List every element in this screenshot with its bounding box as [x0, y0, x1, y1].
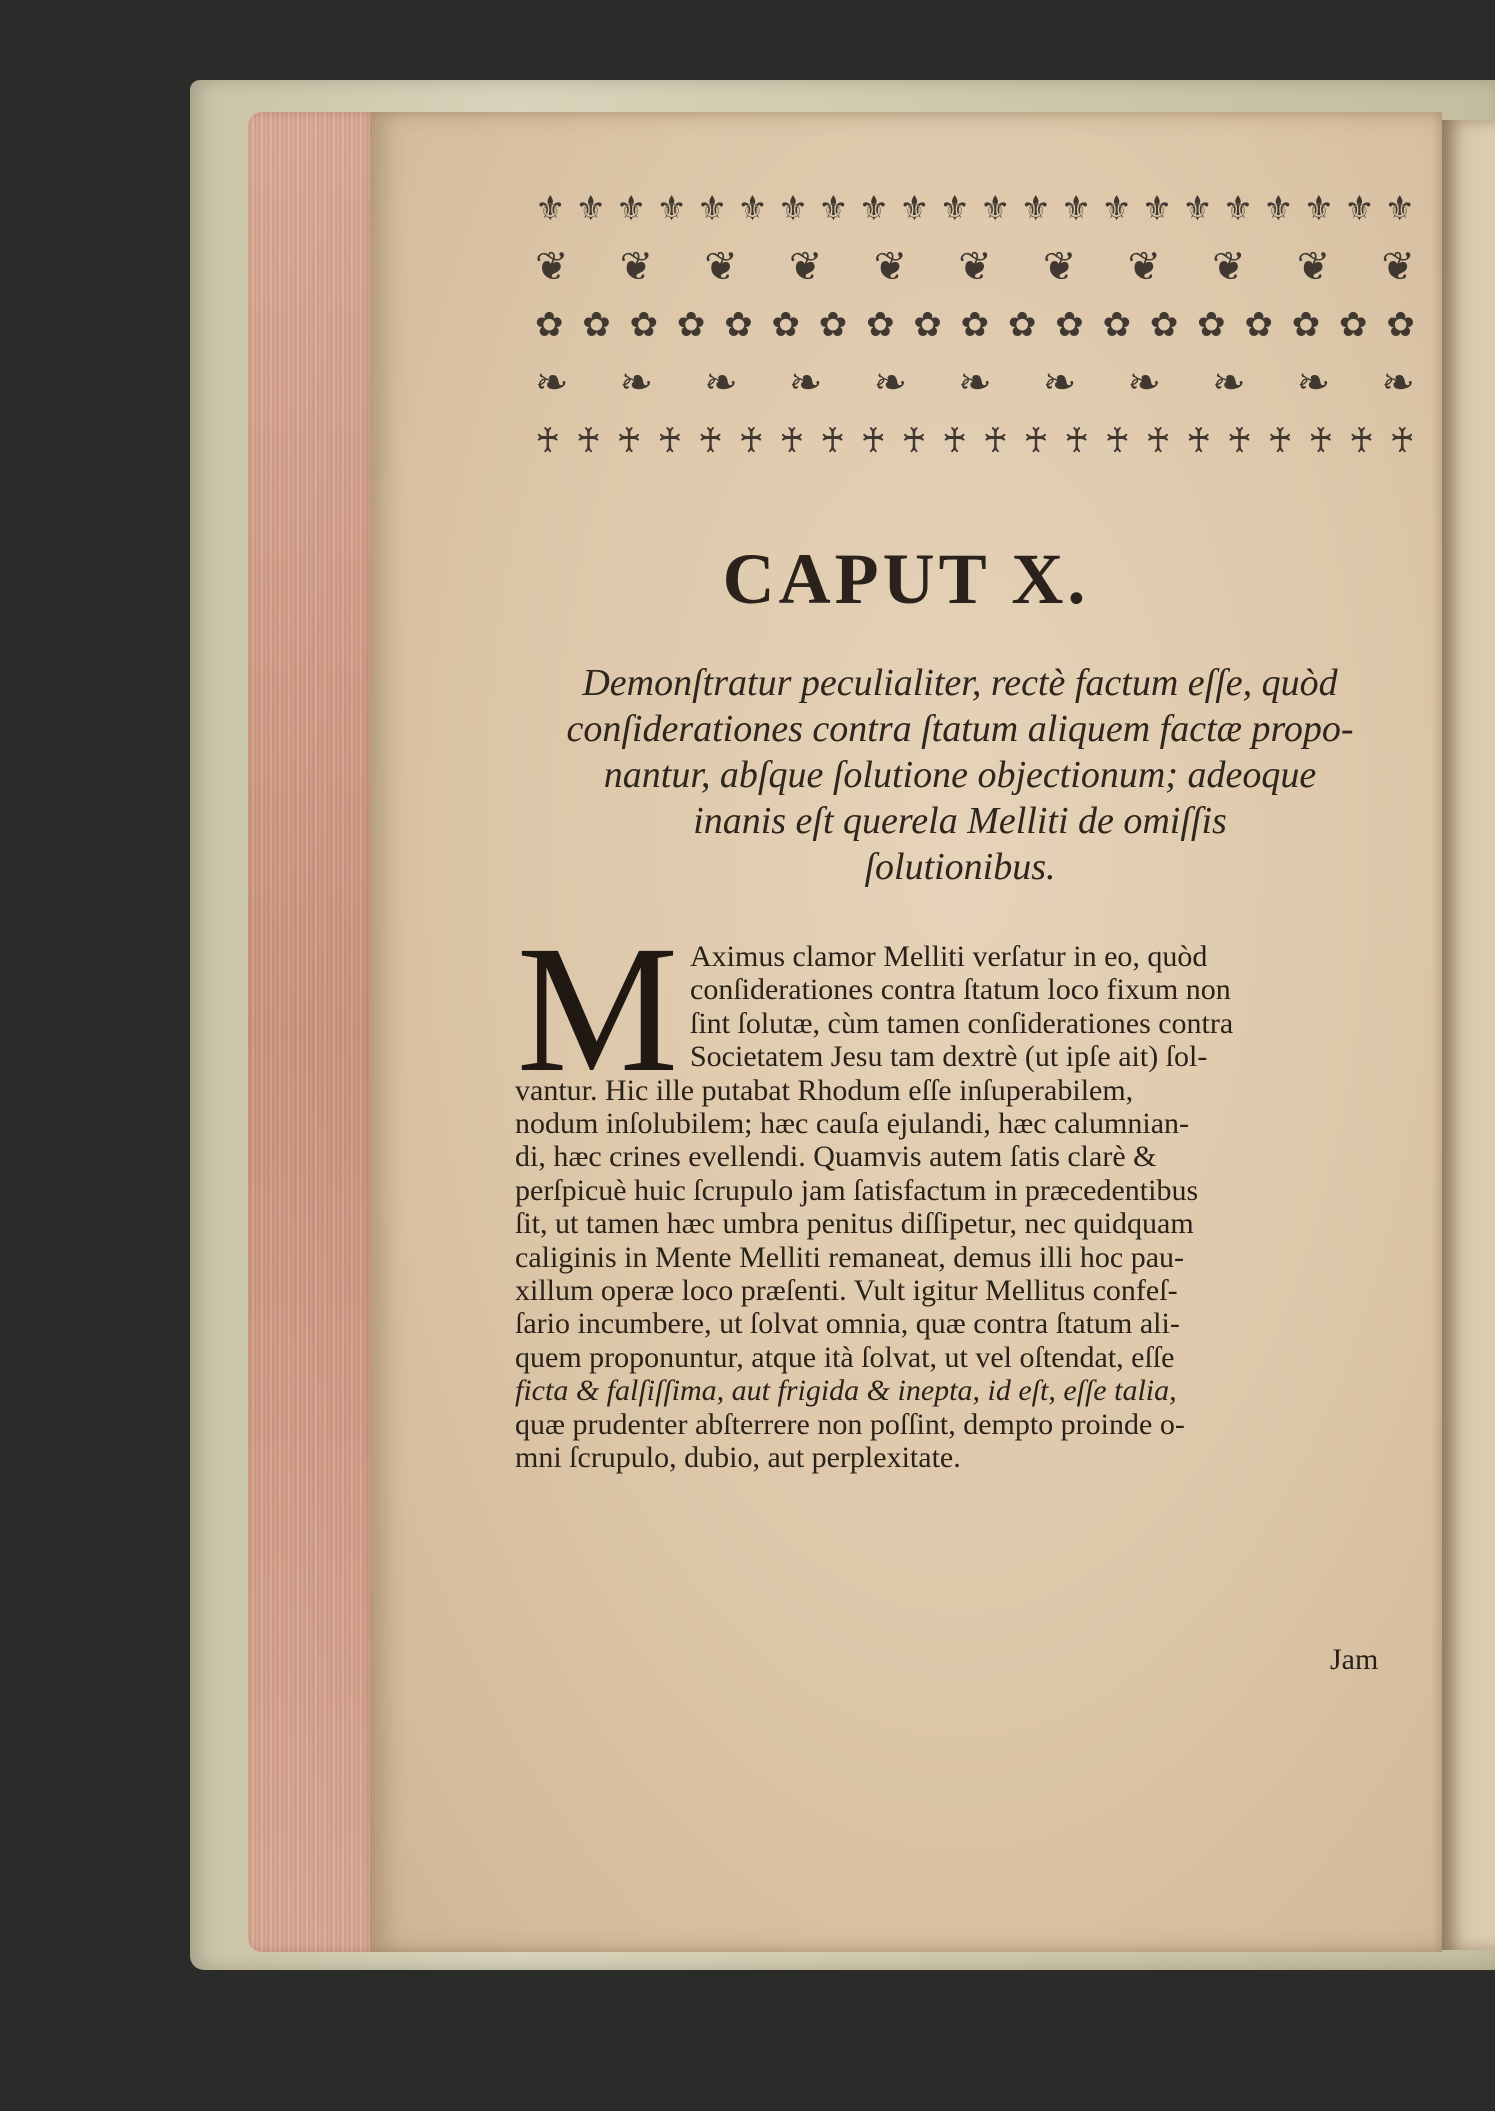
summary-line: Demonſtratur peculialiter, rectè factum eſſe, quòd [582, 662, 1338, 704]
ornament-row-3: ✿ ✿ ✿ ✿ ✿ ✿ ✿ ✿ ✿ ✿ ✿ ✿ ✿ ✿ ✿ ✿ ✿ ✿ ✿ [535, 305, 1415, 345]
summary-line: ſolutionibus. [864, 846, 1056, 888]
body-line: quem proponuntur, atque ità ſolvat, ut vel oſtendat, eſſe [515, 1340, 1175, 1374]
summary-line: conſiderationes contra ſtatum aliquem factæ propo- [566, 708, 1354, 750]
body-line: Societatem Jesu tam dextrè (ut ipſe ait) ſol- [690, 1040, 1208, 1074]
body-line: ſit, ut tamen hæc umbra penitus diſſipetur, nec quidquam [515, 1207, 1194, 1241]
facing-page-edge [1442, 120, 1495, 1950]
summary-line: nantur, abſque ſolutione objectionum; adeoque [603, 754, 1317, 796]
ornament-row-4: ❧ ❧ ❧ ❧ ❧ ❧ ❧ ❧ ❧ ❧ ❧ [535, 360, 1415, 406]
body-line: ficta & falſiſſima, aut frigida & inepta, id eſt, eſſe talia, [515, 1374, 1177, 1408]
body-line: di, hæc crines evellendi. Quamvis autem ſatis clarè & [515, 1140, 1157, 1174]
ornament-row-1: ⚜ ⚜ ⚜ ⚜ ⚜ ⚜ ⚜ ⚜ ⚜ ⚜ ⚜ ⚜ ⚜ ⚜ ⚜ ⚜ ⚜ ⚜ ⚜ ⚜ ⚜ ⚜ [535, 189, 1415, 229]
body-paragraph [515, 940, 1415, 1475]
body-line: ſint ſolutæ, cùm tamen conſiderationes contra [690, 1006, 1234, 1040]
chapter-summary [510, 660, 1410, 890]
body-line: nodum inſolubilem; hæc cauſa ejulandi, hæc calumnian- [515, 1107, 1190, 1141]
body-line: quæ prudenter abſterrere non poſſint, dempto proinde o- [515, 1407, 1185, 1441]
body-line: perſpicuè huic ſcrupulo jam ſatisfactum in præcedentibus [515, 1173, 1199, 1207]
catchword: Jam [1330, 1643, 1379, 1676]
body-line: ſario incumbere, ut ſolvat omnia, quæ contra ſtatum ali- [515, 1307, 1180, 1341]
body-line: vantur. Hic ille putabat Rhodum eſſe inſuperabilem, [515, 1073, 1134, 1107]
body-line: caliginis in Mente Melliti remaneat, demus illi hoc pau- [515, 1240, 1184, 1274]
page-edges [248, 112, 378, 1952]
drop-cap-initial: M [516, 909, 679, 1110]
summary-line: inanis eſt querela Melliti de omiſſis [693, 800, 1227, 842]
body-line: mni ſcrupulo, dubio, aut perplexitate. [515, 1441, 961, 1475]
ornamental-headpiece [535, 185, 1415, 475]
body-line: Aximus clamor Melliti verſatur in eo, quòd [690, 940, 1208, 973]
body-line: conſiderationes contra ſtatum loco fixum non [690, 973, 1231, 1007]
ornament-row-2: ❦ ❦ ❦ ❦ ❦ ❦ ❦ ❦ ❦ ❦ ❦ [535, 244, 1415, 290]
ornament-row-5: ♰ ♰ ♰ ♰ ♰ ♰ ♰ ♰ ♰ ♰ ♰ ♰ ♰ ♰ ♰ ♰ ♰ ♰ ♰ ♰ ♰ ♰ [535, 421, 1415, 461]
chapter-title: CAPUT X. [722, 539, 1090, 619]
body-line: xillum operæ loco præſenti. Vult igitur Mellitus confeſ- [515, 1274, 1178, 1308]
